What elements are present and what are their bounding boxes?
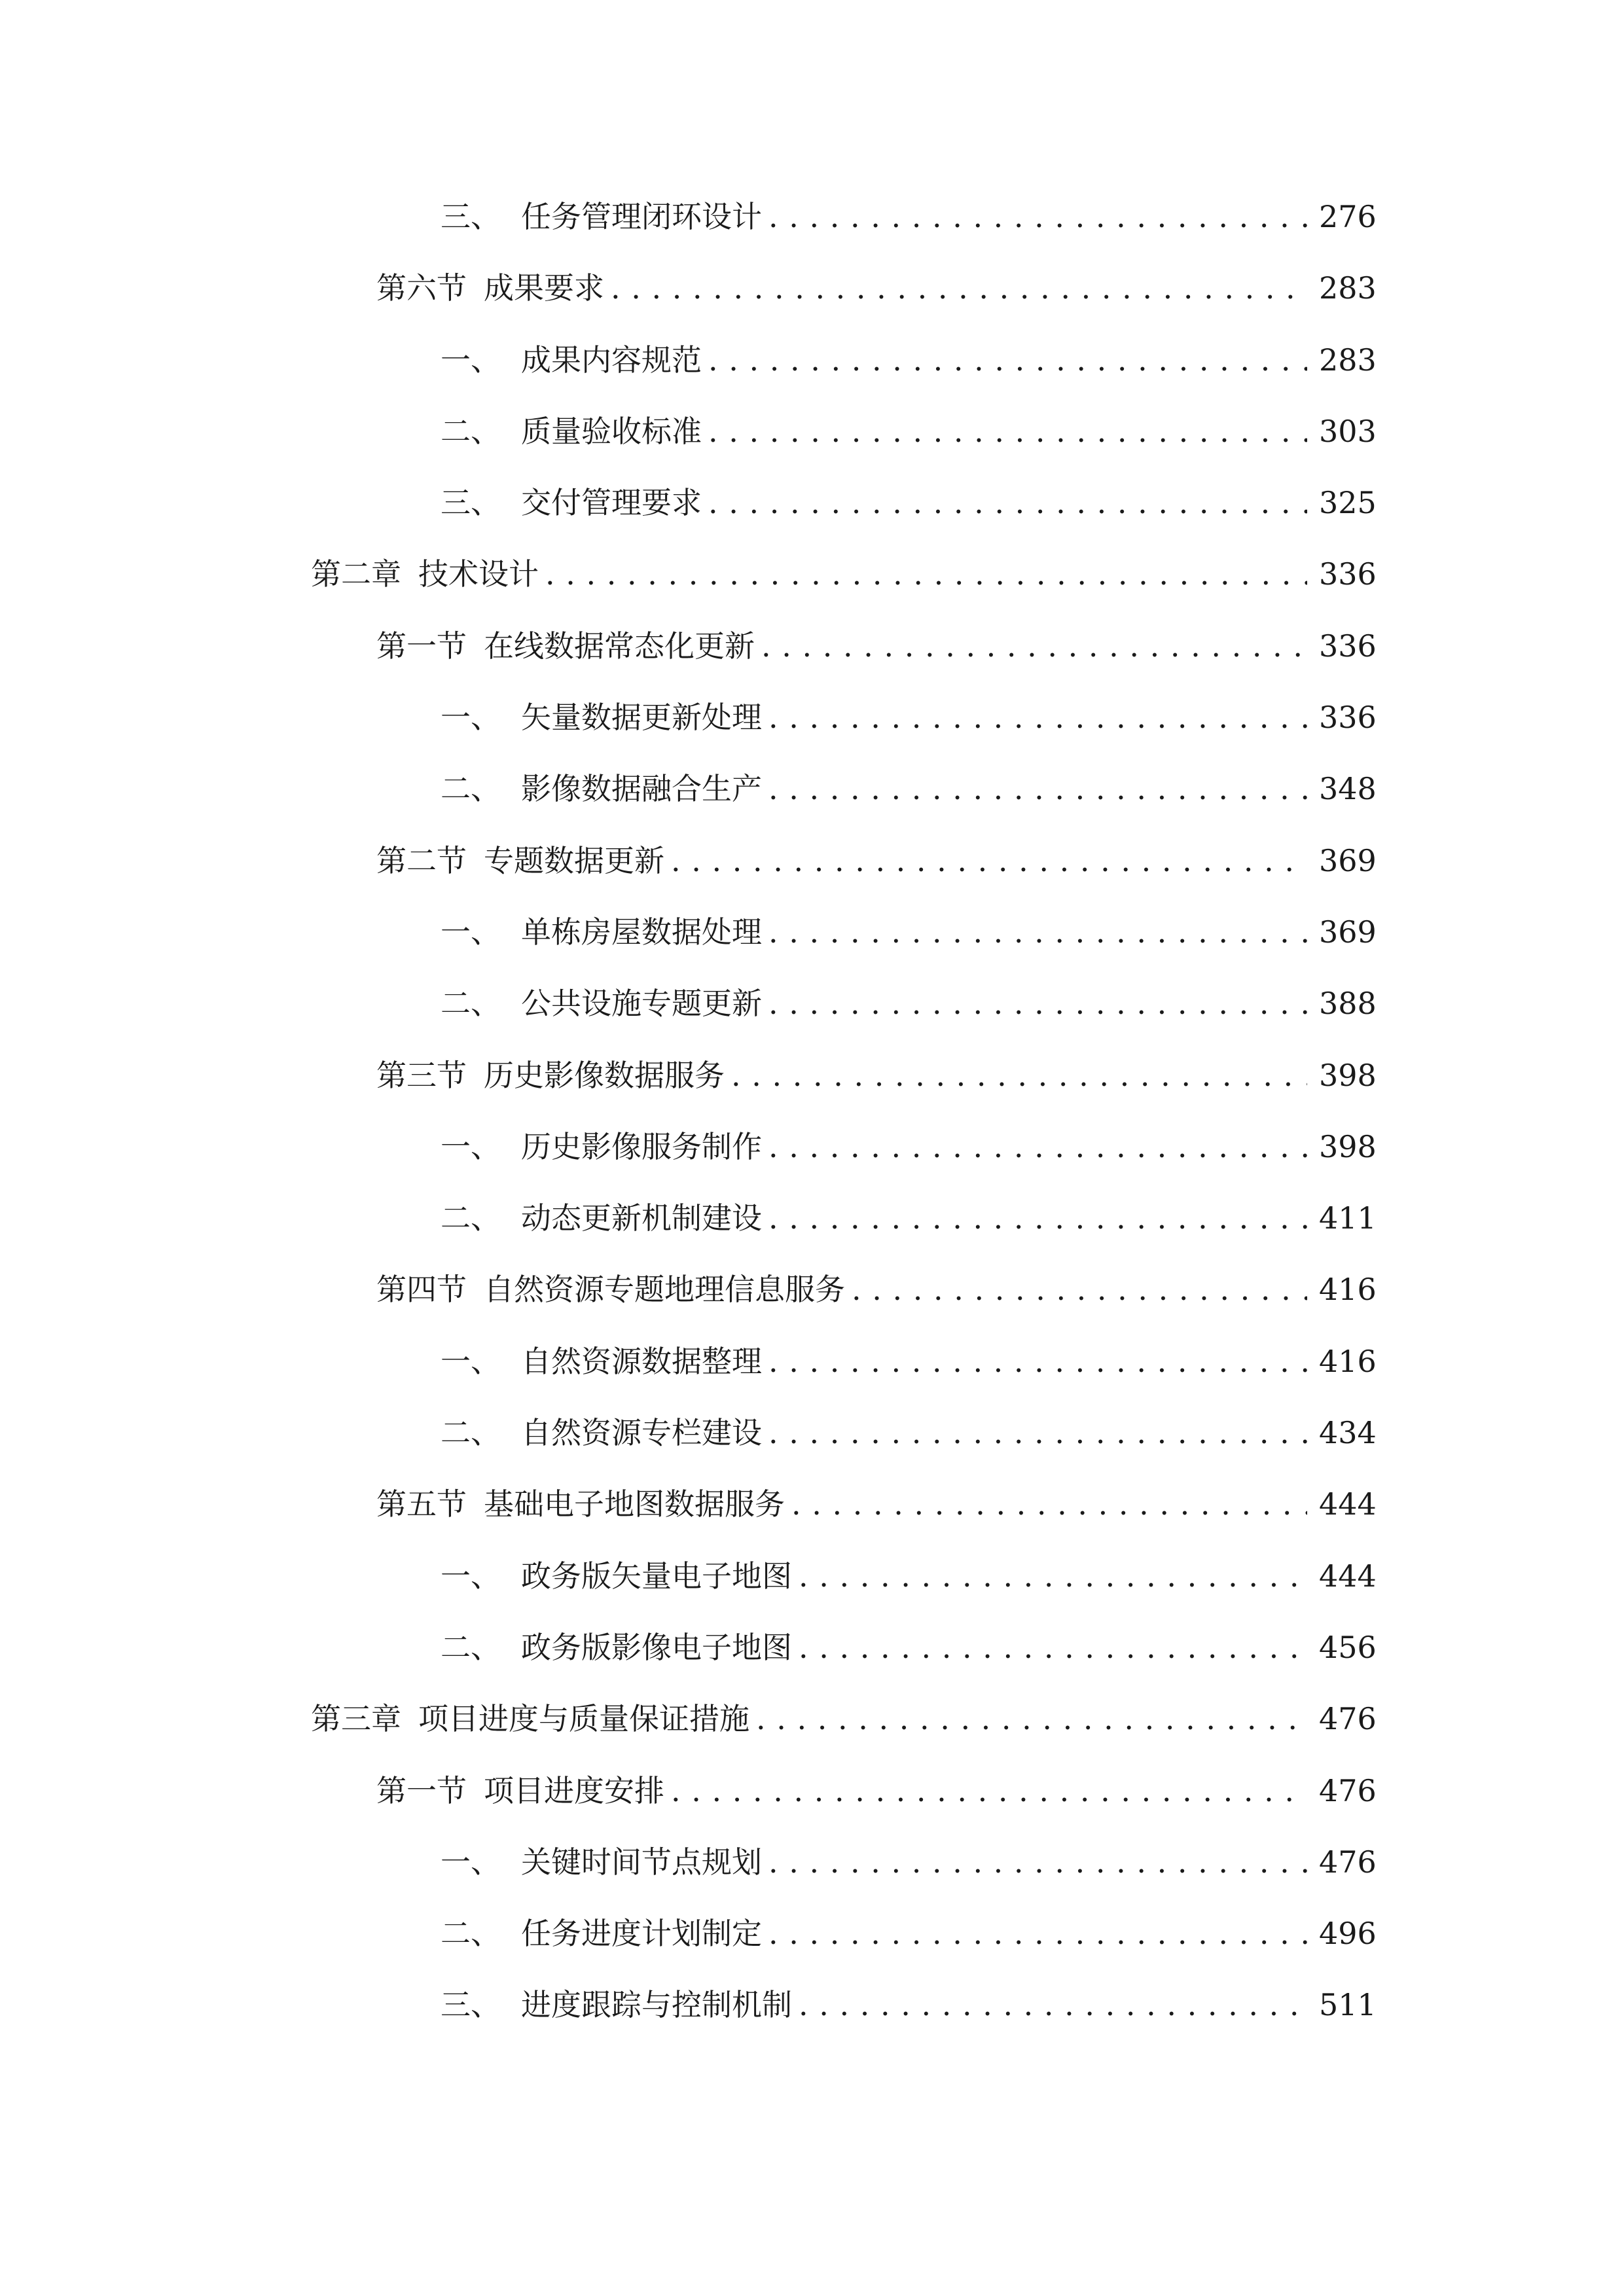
toc-entry-page-number: 456	[1319, 1629, 1377, 1665]
toc-entry-page-number: 444	[1319, 1558, 1377, 1594]
toc-entry[interactable]	[311, 396, 1377, 467]
toc-entry[interactable]	[311, 1827, 1377, 1898]
toc-entry-title: 任务管理闭环设计	[521, 199, 762, 234]
dot-leader	[768, 1183, 1307, 1254]
toc-entry[interactable]	[311, 611, 1377, 682]
toc-entry[interactable]	[311, 539, 1377, 610]
dot-leader	[708, 396, 1307, 467]
toc-entry[interactable]	[311, 968, 1377, 1039]
toc-entry-number: 第一节	[376, 1772, 467, 1808]
toc-entry-page-number: 348	[1319, 771, 1377, 807]
dot-leader	[761, 611, 1307, 682]
toc-entry-title: 公共设施专题更新	[521, 986, 762, 1022]
toc-entry-number: 第三节	[376, 1057, 467, 1093]
toc-entry-number: 二、	[441, 771, 501, 807]
toc-entry-page-number: 276	[1319, 199, 1377, 234]
toc-entry-title: 基础电子地图数据服务	[484, 1486, 785, 1522]
toc-entry-number: 二、	[441, 1200, 501, 1236]
toc-entry-page-number: 411	[1319, 1200, 1377, 1236]
toc-entry-number: 二、	[441, 986, 501, 1022]
dot-leader	[756, 1683, 1307, 1755]
toc-entry-page-number: 416	[1319, 1343, 1377, 1379]
toc-entry-title: 动态更新机制建设	[521, 1200, 762, 1236]
toc-entry-title: 政务版矢量电子地图	[521, 1558, 792, 1594]
toc-entry[interactable]	[311, 825, 1377, 897]
toc-entry-title: 政务版影像电子地图	[521, 1629, 792, 1665]
toc-entry-title: 交付管理要求	[521, 485, 702, 521]
toc-entry-page-number: 434	[1319, 1415, 1377, 1451]
toc-entry[interactable]	[311, 181, 1377, 253]
toc-entry-number: 第六节	[376, 270, 467, 306]
toc-entry-number: 第三章	[311, 1701, 401, 1737]
toc-entry-number: 一、	[441, 1844, 501, 1880]
toc-entry-number: 二、	[441, 1629, 501, 1665]
dot-leader	[852, 1254, 1307, 1325]
toc-entry-number: 第二章	[311, 556, 401, 592]
dot-leader	[768, 753, 1307, 825]
toc-entry[interactable]	[311, 1612, 1377, 1683]
toc-entry[interactable]	[311, 325, 1377, 396]
toc-entry-title: 进度跟踪与控制机制	[521, 1987, 792, 2023]
toc-entry-page-number: 303	[1319, 413, 1377, 449]
toc-entry-title: 自然资源专题地理信息服务	[484, 1272, 845, 1308]
dot-leader	[768, 897, 1307, 968]
toc-entry-number: 二、	[441, 413, 501, 449]
toc-entry-number: 一、	[441, 1128, 501, 1164]
toc-entry[interactable]	[311, 1183, 1377, 1254]
toc-entry-title: 历史影像数据服务	[484, 1057, 725, 1093]
toc-entry-title: 单栋房屋数据处理	[521, 914, 762, 950]
dot-leader	[671, 1755, 1307, 1827]
toc-entry[interactable]	[311, 1683, 1377, 1755]
toc-entry[interactable]	[311, 1326, 1377, 1397]
toc-entry[interactable]	[311, 1111, 1377, 1183]
toc-entry-page-number: 496	[1319, 1916, 1377, 1952]
toc-entry-number: 二、	[441, 1415, 501, 1451]
dot-leader	[708, 467, 1307, 539]
toc-entry-title: 历史影像服务制作	[521, 1128, 762, 1164]
toc-entry-title: 质量验收标准	[521, 413, 702, 449]
toc-entry-title: 项目进度安排	[484, 1772, 664, 1808]
toc-entry-number: 第四节	[376, 1272, 467, 1308]
dot-leader	[768, 1827, 1307, 1898]
toc-entry[interactable]	[311, 897, 1377, 968]
toc-entry-page-number: 283	[1319, 342, 1377, 378]
toc-entry-page-number: 336	[1319, 556, 1377, 592]
toc-entry[interactable]	[311, 1397, 1377, 1469]
toc-entry-number: 三、	[441, 485, 501, 521]
dot-leader	[768, 1111, 1307, 1183]
toc-entry-title: 专题数据更新	[484, 842, 664, 878]
toc-entry[interactable]	[311, 1254, 1377, 1325]
toc-entry-page-number: 511	[1319, 1987, 1377, 2023]
toc-entry-number: 一、	[441, 700, 501, 736]
dot-leader	[799, 1612, 1307, 1683]
dot-leader	[768, 1397, 1307, 1469]
toc-entry-number: 第一节	[376, 628, 467, 664]
toc-entry-page-number: 325	[1319, 485, 1377, 521]
toc-entry-number: 一、	[441, 342, 501, 378]
dot-leader	[671, 825, 1307, 897]
toc-entry-page-number: 369	[1319, 842, 1377, 878]
toc-entry[interactable]	[311, 1755, 1377, 1827]
toc-entry[interactable]	[311, 1469, 1377, 1540]
toc-entry-page-number: 416	[1319, 1272, 1377, 1308]
toc-entry-title: 自然资源专栏建设	[521, 1415, 762, 1451]
dot-leader	[768, 1326, 1307, 1397]
toc-entry-page-number: 444	[1319, 1486, 1377, 1522]
toc-entry[interactable]	[311, 682, 1377, 753]
toc-entry[interactable]	[311, 253, 1377, 324]
toc-entry-number: 一、	[441, 914, 501, 950]
dot-leader	[708, 325, 1307, 396]
dot-leader	[799, 1541, 1307, 1612]
dot-leader	[611, 253, 1307, 324]
toc-entry-page-number: 398	[1319, 1057, 1377, 1093]
dot-leader	[731, 1040, 1307, 1111]
toc-entry-page-number: 369	[1319, 914, 1377, 950]
toc-entry[interactable]	[311, 1969, 1377, 2041]
toc-entry-title: 成果内容规范	[521, 342, 702, 378]
toc-entry[interactable]	[311, 753, 1377, 825]
toc-entry-page-number: 476	[1319, 1772, 1377, 1808]
toc-entry-title: 成果要求	[484, 270, 604, 306]
toc-entry-number: 三、	[441, 199, 501, 234]
toc-entry[interactable]	[311, 1541, 1377, 1612]
toc-entry-page-number: 398	[1319, 1128, 1377, 1164]
toc-entry-number: 第二节	[376, 842, 467, 878]
dot-leader	[799, 1969, 1307, 2041]
toc-entry-title: 自然资源数据整理	[521, 1343, 762, 1379]
toc-entry-page-number: 388	[1319, 986, 1377, 1022]
toc-entry-number: 一、	[441, 1343, 501, 1379]
toc-entry-number: 第五节	[376, 1486, 467, 1522]
toc-entry-number: 三、	[441, 1987, 501, 2023]
table-of-contents	[311, 181, 1377, 2041]
toc-entry-title: 技术设计	[418, 556, 539, 592]
dot-leader	[768, 1898, 1307, 1969]
toc-entry-title: 项目进度与质量保证措施	[418, 1701, 749, 1737]
dot-leader	[768, 682, 1307, 753]
toc-entry-title: 矢量数据更新处理	[521, 700, 762, 736]
dot-leader	[791, 1469, 1307, 1540]
toc-entry[interactable]	[311, 1040, 1377, 1111]
toc-entry-page-number: 476	[1319, 1844, 1377, 1880]
toc-entry-page-number: 336	[1319, 628, 1377, 664]
dot-leader	[768, 181, 1307, 253]
toc-entry-page-number: 476	[1319, 1701, 1377, 1737]
toc-entry-title: 任务进度计划制定	[521, 1916, 762, 1952]
toc-entry-title: 在线数据常态化更新	[484, 628, 755, 664]
toc-entry-page-number: 336	[1319, 700, 1377, 736]
toc-entry-title: 影像数据融合生产	[521, 771, 762, 807]
toc-entry-number: 二、	[441, 1916, 501, 1952]
toc-entry-page-number: 283	[1319, 270, 1377, 306]
toc-entry-number: 一、	[441, 1558, 501, 1594]
dot-leader	[545, 539, 1307, 610]
toc-entry[interactable]	[311, 467, 1377, 539]
dot-leader	[768, 968, 1307, 1039]
toc-entry[interactable]	[311, 1898, 1377, 1969]
toc-entry-title: 关键时间节点规划	[521, 1844, 762, 1880]
